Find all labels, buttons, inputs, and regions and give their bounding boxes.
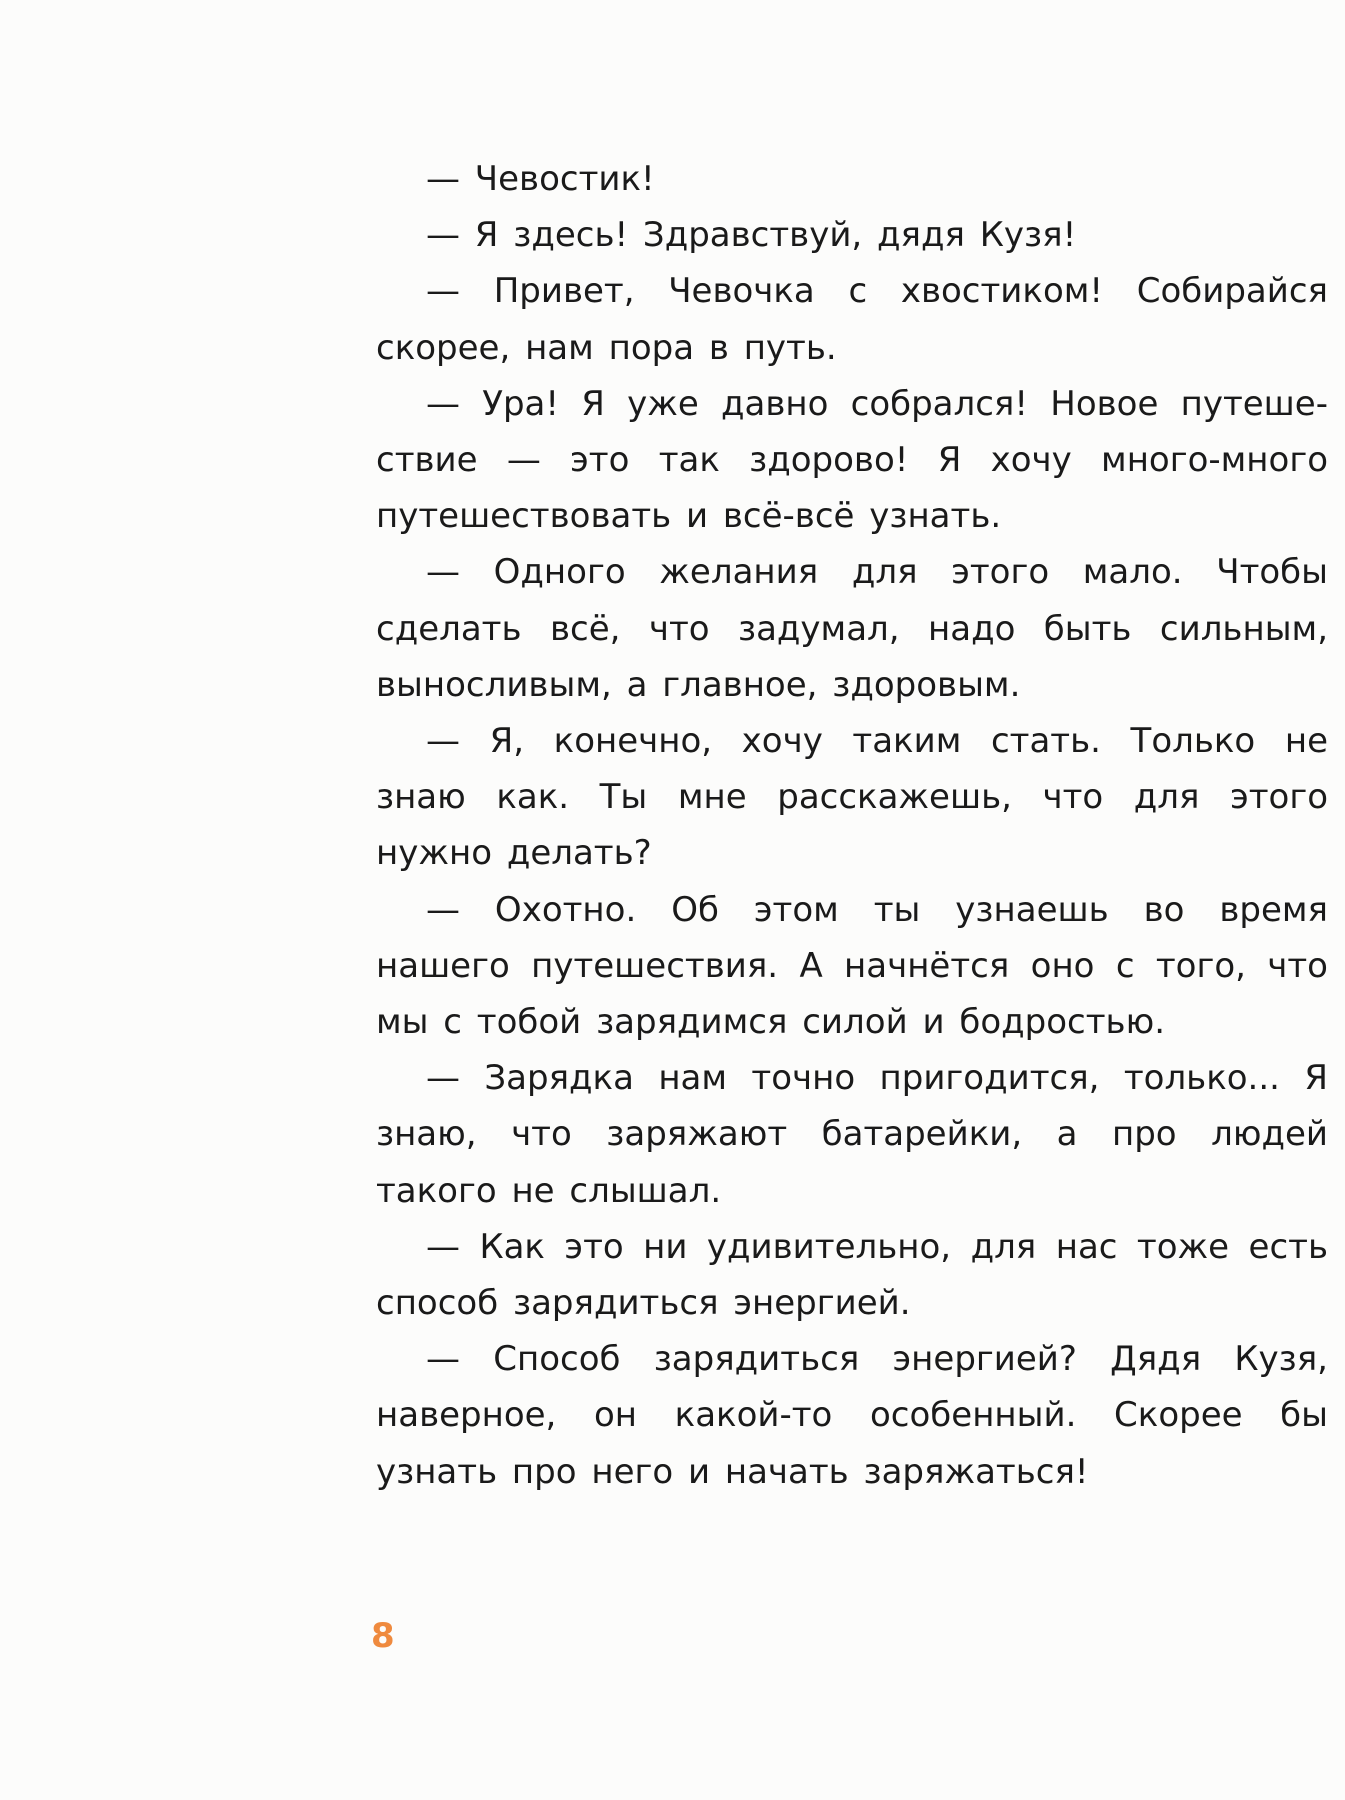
story-text bbox=[376, 151, 1328, 1500]
paragraph-3: — Привет, Чевочка с хвостиком! Собирайся скорее, нам пора в путь. bbox=[376, 271, 1328, 368]
paragraph-1: — Чевостик! bbox=[426, 159, 655, 199]
paragraph-8: — Зарядка нам точно пригодится, только... Я знаю, что заряжают батарейки, а про людей такого не слышал. bbox=[376, 1058, 1328, 1211]
paragraph-2: — Я здесь! Здравствуй, дядя Кузя! bbox=[426, 215, 1077, 256]
paragraph-4: — Ура! Я уже давно собрался! Новое путешествие — это так здорово! Я хочу много-много путешествовать и всё-всё узнать. bbox=[376, 383, 1328, 537]
paragraph-10: — Способ зарядиться энергией? Дядя Кузя, наверное, он какой-то особенный. Скорее бы узнать про него и начать заряжаться! bbox=[376, 1339, 1328, 1492]
paragraph-9: — Как это ни удивительно, для нас тоже есть способ зарядиться энергией. bbox=[376, 1226, 1328, 1324]
page-number: 8 bbox=[371, 1616, 395, 1656]
paragraph-5: — Одного желания для этого мало. Чтобы сделать всё, что задумал, надо быть сильным, выносливым, а главное, здоровым. bbox=[376, 552, 1328, 705]
paragraph-6: — Я, конечно, хочу таким стать. Только не знаю как. Ты мне расскажешь, что для этого нужно делать? bbox=[376, 721, 1328, 874]
paragraph-7: — Охотно. Об этом ты узнаешь во время нашего путешествия. А начнётся оно с того, что мы с тобой зарядимся силой и бодростью. bbox=[376, 889, 1328, 1043]
